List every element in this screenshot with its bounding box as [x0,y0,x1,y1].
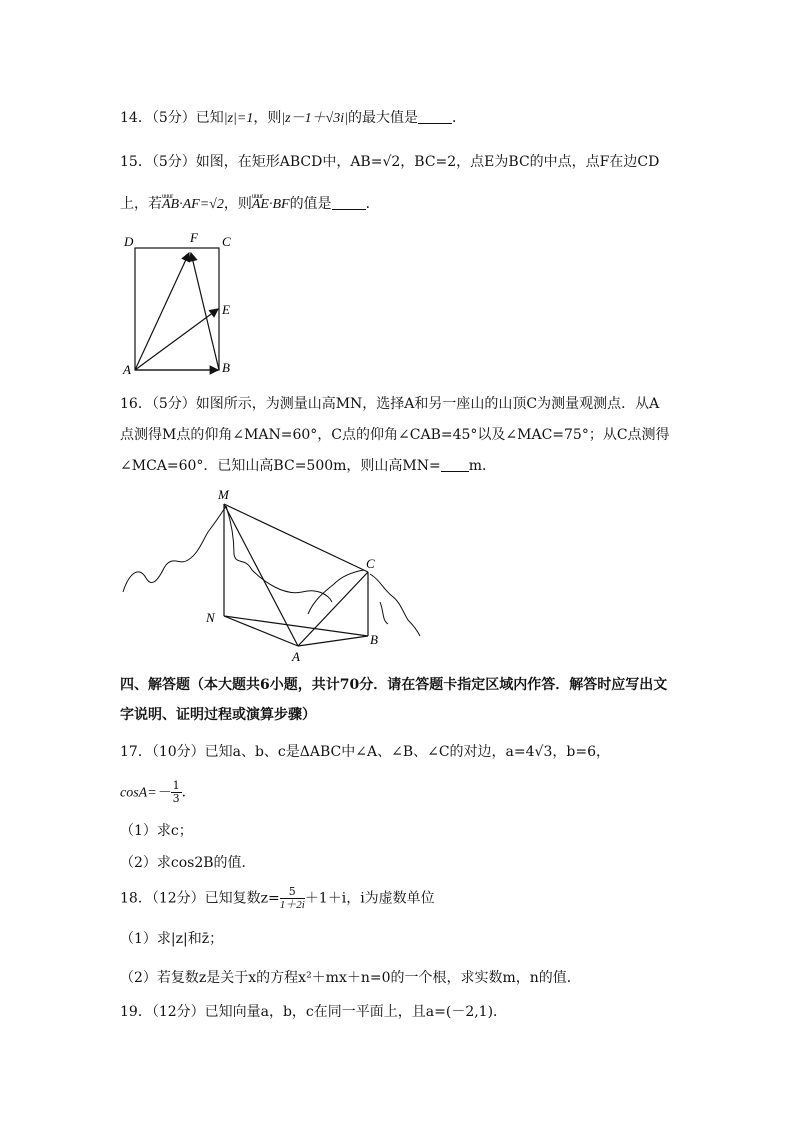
rectangle-figure [118,228,248,380]
q15-end: ． [365,196,380,212]
q18-prefix: 18．（12分）已知复数z= [120,890,280,907]
q16-line3-a: ∠MCA=60°．已知山高BC=500m，则山高MN= [120,458,441,474]
label-a: A [123,362,131,377]
mountain-outline-right-inner [308,570,364,614]
question-18-line-1 [120,886,435,911]
q14-end: ． [452,110,467,126]
q15-line2-b: ，则 [223,196,252,212]
question-17-part-1: （1）求c； [120,823,193,839]
question-19-line-1: 19．（12分）已知向量a，b，c在同一平面上，且a=(－2,1)． [120,1004,508,1020]
label-b: B [222,360,230,375]
rectangle-abcd [135,248,219,370]
question-15-line-1: 15．（5分）如图，在矩形ABCD中，AB=√2，BC=2，点E为BC的中点，点F在边CD [120,154,660,170]
label-b: B [370,632,378,647]
segment-ab [298,636,368,646]
label-m: M [218,487,229,502]
label-f: F [190,230,198,245]
q14-condition: |z|=1 [223,111,254,126]
answer-blank[interactable] [441,457,469,472]
question-14 [120,108,466,129]
segment-na [224,616,298,646]
question-16-line-3 [120,456,496,476]
label-a: A [292,649,300,664]
answer-blank[interactable] [418,109,452,124]
vector-ae [135,309,218,370]
segment-nb [224,616,368,636]
q17-cos-prefix: cosA=－ [120,785,171,801]
label-e: E [222,302,230,317]
mountain-outline-left [123,506,226,592]
q16-line3-b: m． [468,458,497,474]
q17-cos-end: ． [181,784,196,801]
mountain-detail [380,602,388,624]
question-18-part-1: （1）求|z|和z̄； [120,931,224,947]
section-4-heading-line-1: 四、解答题（本大题共6小题，共计70分．请在答题卡指定区域内作答．解答时应写出文 [120,677,668,693]
q15-dot-product-1: uuur AB·AF=√2 [162,195,224,215]
question-18-part-2: （2）若复数z是关于x的方程x²＋mx＋n=0的一个根，求实数m，n的值． [120,970,581,986]
q18-suffix: ＋1＋i，i为虚数单位 [304,890,435,907]
vector-af [135,253,189,370]
mountain-outline-inner [226,506,332,602]
q15-line2-c: 的值是 [289,196,332,212]
q15-line2-a: 上，若 [120,196,162,212]
q14-expression: |z－1＋√3i| [281,111,349,126]
q14-tail: 的最大值是 [348,110,419,126]
q14-mid: ，则 [253,110,282,126]
label-n: N [206,610,215,625]
label-d: D [124,234,134,249]
q15-dot-product-2: uuur AE·BF [252,195,290,215]
q14-number: 14．（5分）已知 [120,110,224,126]
answer-blank[interactable] [332,195,366,210]
segment-mc [224,504,368,572]
question-17-line-1: 17．（10分）已知a、b、c是ΔABC中∠A、∠B、∠C的对边，a=4√3，b=6， [120,744,610,760]
q17-fraction: $\frac{1}{3}$ [172,779,180,805]
mountain-figure [118,484,428,666]
label-c: C [366,556,375,571]
question-16-line-1: 16．（5分）如图所示，为测量山高MN，选择A和另一座山的山顶C为测量观测点．从A [120,396,660,412]
question-17-cos [120,780,196,805]
question-15-line-2 [120,194,380,215]
mountain-outline-right [370,574,420,636]
label-c: C [222,234,231,249]
section-4-heading-line-2: 字说明、证明过程或演算步骤） [120,707,316,723]
question-17-part-2: （2）求cos2B的值． [120,855,256,871]
q18-fraction: $\frac{5}{1+2i}$ [279,885,305,911]
question-16-line-2: 点测得M点的仰角∠MAN=60°，C点的仰角∠CAB=45°以及∠MAC=75°；从C点测得 [120,427,670,443]
